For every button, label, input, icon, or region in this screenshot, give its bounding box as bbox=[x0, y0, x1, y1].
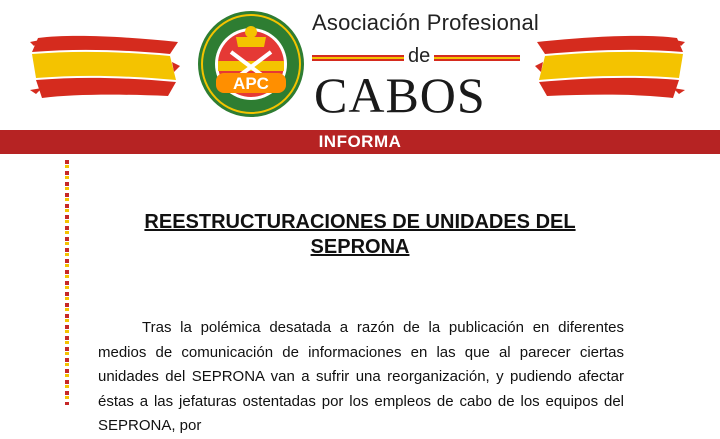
border-dot bbox=[65, 264, 69, 267]
border-dot bbox=[65, 275, 69, 278]
border-dot bbox=[65, 226, 69, 230]
decorative-side-border bbox=[62, 158, 72, 405]
border-dot bbox=[65, 198, 69, 201]
border-dot bbox=[65, 314, 69, 318]
border-dot bbox=[65, 369, 69, 373]
document-title: REESTRUCTURACIONES DE UNIDADES DEL SEPRONA bbox=[144, 211, 576, 258]
border-dot bbox=[65, 358, 69, 362]
border-dot bbox=[65, 182, 69, 186]
border-dot bbox=[65, 165, 69, 168]
border-dot bbox=[65, 396, 69, 399]
border-dot bbox=[65, 237, 69, 241]
border-dot bbox=[65, 204, 69, 208]
border-dot bbox=[65, 308, 69, 311]
emblem-badge-text: APC bbox=[233, 74, 269, 93]
border-dot bbox=[65, 385, 69, 388]
border-dot bbox=[65, 259, 69, 263]
document-paragraph bbox=[98, 316, 624, 439]
border-dot bbox=[65, 319, 69, 322]
spain-flag-left bbox=[30, 32, 180, 102]
informa-banner bbox=[0, 130, 720, 154]
border-dot bbox=[65, 292, 69, 296]
org-name-line2: de bbox=[404, 45, 434, 68]
banner-label: INFORMA bbox=[318, 132, 402, 151]
border-dot bbox=[65, 187, 69, 190]
border-dot bbox=[65, 336, 69, 340]
border-dot bbox=[65, 270, 69, 274]
border-dot bbox=[65, 352, 69, 355]
border-dot bbox=[65, 347, 69, 351]
border-dot bbox=[65, 160, 69, 164]
border-dot bbox=[65, 341, 69, 344]
border-dot bbox=[65, 363, 69, 366]
letterhead bbox=[0, 0, 720, 130]
border-dot bbox=[65, 325, 69, 329]
border-dot bbox=[65, 330, 69, 333]
border-dot bbox=[65, 209, 69, 212]
border-dot bbox=[65, 281, 69, 285]
paragraph-text: Tras la polémica desatada a razón de la publicación en diferentes medios de comunicación de informaciones en las que al parecer ciertas unidades del SEPRONA van a sufrir una reorganización, y pudiendo afectar éstas a las jefaturas ostentadas por los empleos de cabo de los equipos del SEPRONA, por bbox=[98, 319, 624, 434]
border-dot bbox=[65, 220, 69, 223]
border-dot bbox=[65, 297, 69, 300]
border-dot bbox=[65, 242, 69, 245]
spain-flag-right bbox=[535, 32, 685, 102]
border-dot bbox=[65, 391, 69, 395]
border-dot bbox=[65, 380, 69, 384]
org-name-line1: Asociación Profesional bbox=[312, 10, 539, 35]
border-dot bbox=[65, 171, 69, 175]
border-dot bbox=[65, 231, 69, 234]
border-dot bbox=[65, 248, 69, 252]
org-name-line3: CABOS bbox=[314, 67, 486, 123]
border-dot bbox=[65, 176, 69, 179]
border-dot bbox=[65, 374, 69, 377]
border-dot bbox=[65, 215, 69, 219]
border-dot bbox=[65, 303, 69, 307]
border-dot bbox=[65, 253, 69, 256]
org-name-line2-wrap bbox=[312, 45, 520, 68]
apc-emblem bbox=[196, 7, 306, 122]
border-dot bbox=[65, 193, 69, 197]
border-dot bbox=[65, 286, 69, 289]
